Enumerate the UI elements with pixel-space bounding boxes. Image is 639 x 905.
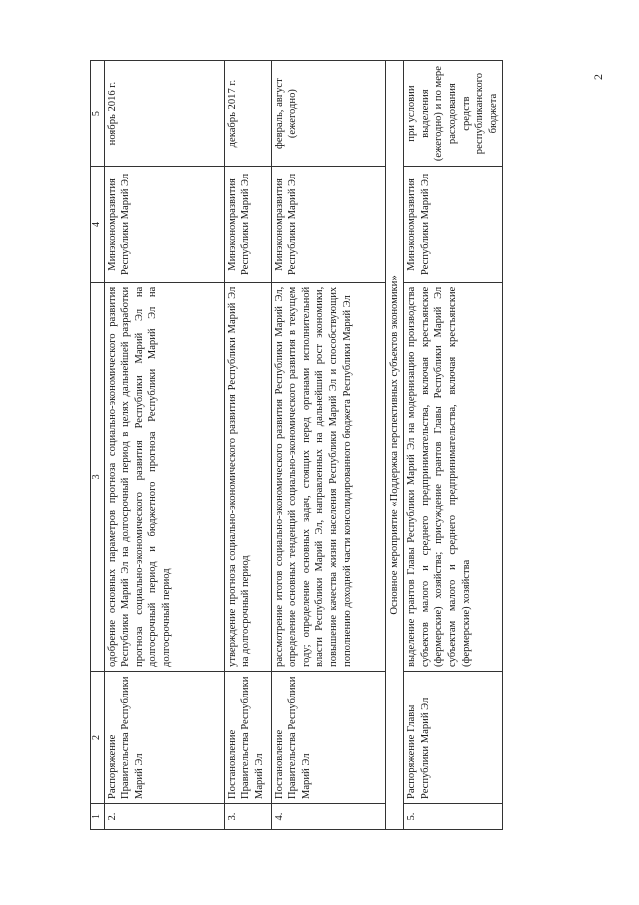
document-type: Распоряжение Главы Республики Марий Эл — [404, 671, 503, 803]
row-number: 2. — [104, 804, 224, 830]
table-row — [224, 61, 271, 830]
deadline: декабрь 2017 г. — [224, 61, 271, 167]
rotated-table-wrapper — [90, 60, 580, 830]
executor: Минэкономразвития Республики Марий Эл — [104, 167, 224, 283]
row-number: 3. — [224, 804, 271, 830]
measure-description: утверждение прогноза социально-экономического развития Республики Марий Эл на долгосрочный период — [224, 282, 271, 671]
executor: Минэкономразвития Республики Марий Эл — [271, 167, 385, 283]
row-number: 5. — [404, 804, 503, 830]
deadline: при условии выделения (ежегодно) и по мере расходования средств республиканского бюджета — [404, 61, 503, 167]
table-row — [404, 61, 503, 830]
measure-description: одобрение основных параметров прогноза социально-экономического развития Республики Марий Эл на долгосрочный период в целях дальнейшей разработки прогноза социально-экономического развития Республики Марий Эл на долгосрочный период и бюджетного прогноза Республики Марий Эл на долгосрочный период — [104, 282, 224, 671]
header-cell: 3 — [91, 282, 105, 671]
executor: Минэкономразвития Республики Марий Эл — [224, 167, 271, 283]
executor: Минэкономразвития Республики Марий Эл — [404, 167, 503, 283]
deadline: ноябрь 2016 г. — [104, 61, 224, 167]
header-cell: 2 — [91, 671, 105, 803]
table-header-row — [91, 61, 105, 830]
document-type: Постановление Правительства Республики Марий Эл — [271, 671, 385, 803]
deadline: февраль, август (ежегодно) — [271, 61, 385, 167]
measures-table — [90, 60, 503, 830]
section-row — [385, 61, 404, 830]
document-type: Постановление Правительства Республики Марий Эл — [224, 671, 271, 803]
row-number: 4. — [271, 804, 385, 830]
measure-description: рассмотрение итогов социально-экономического развития Республики Марий Эл, определение основных тенденций социально-экономического развития в текущем году; определение основных задач, стоящих перед органами исполнительной власти Республики Марий Эл, направленных на дальнейший рост экономики, повышение качества жизни населения Республики Марий Эл и способствующих пополнению доходной части консолидированного бюджета Республики Марий Эл — [271, 282, 385, 671]
document-type: Распоряжение Правительства Республики Марий Эл — [104, 671, 224, 803]
measure-description: выделение грантов Главы Республики Марий Эл на модернизацию производства субъектов малого и среднего предпринимательства, включая крестьянские (фермерские) хозяйства; присуждение грантов Главы Республики Марий Эл субъектам малого и среднего предпринимательства, включая крестьянские (фермерские) хозяйства — [404, 282, 503, 671]
header-cell: 1 — [91, 804, 105, 830]
header-cell: 4 — [91, 167, 105, 283]
table-row — [104, 61, 224, 830]
header-cell: 5 — [91, 61, 105, 167]
section-title: Основное мероприятие «Поддержка перспективных субъектов экономики» — [385, 61, 404, 830]
table-row — [271, 61, 385, 830]
page-number: 2 — [591, 74, 605, 80]
